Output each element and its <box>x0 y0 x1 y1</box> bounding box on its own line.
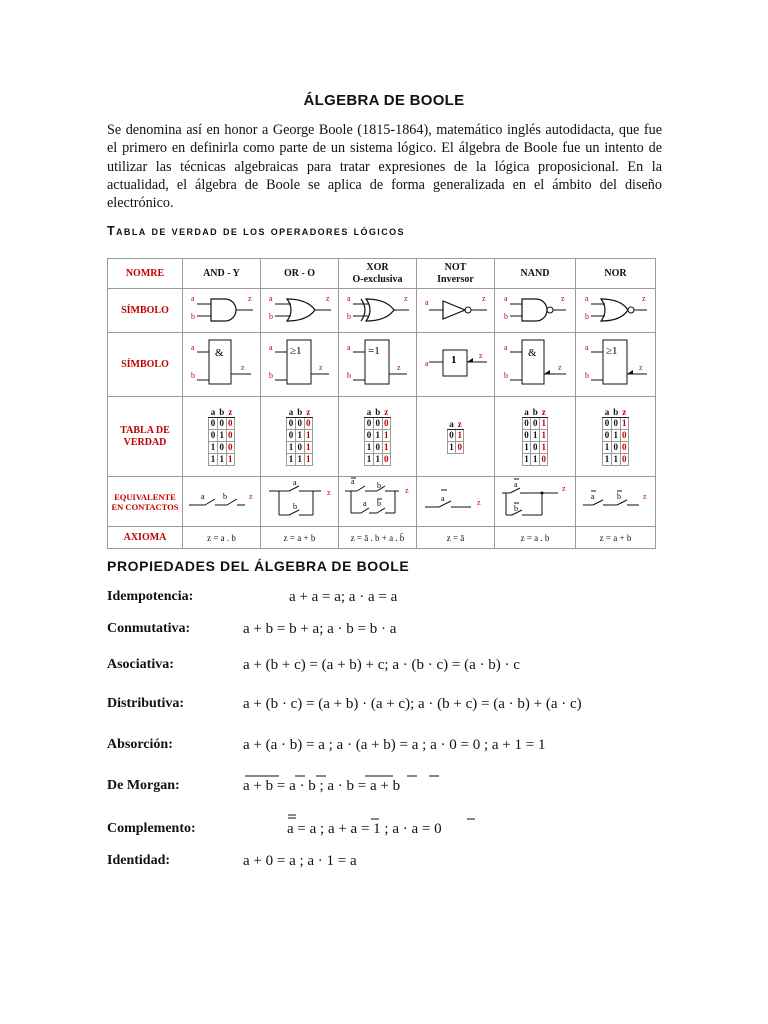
truth-cell: 0 <box>228 442 233 452</box>
truth-row <box>287 454 313 466</box>
svg-text:z: z <box>403 294 408 303</box>
row-label-name: NOMRE <box>108 259 183 289</box>
truth-cell: 0 <box>524 430 529 440</box>
property-formula: a + 0 = a ; a · 1 = a <box>243 853 357 869</box>
svg-text:b: b <box>376 499 381 508</box>
truth-table-not <box>417 397 495 477</box>
truth-cell: 1 <box>531 430 540 442</box>
property-distributiva <box>107 696 667 718</box>
svg-text:z: z <box>326 488 331 497</box>
truth-cell: 1 <box>524 442 529 452</box>
svg-text:z: z <box>318 363 323 372</box>
truth-table-nand <box>495 397 576 477</box>
truth-header-cell: a <box>366 407 372 417</box>
or-iec-symbol <box>261 333 339 397</box>
truth-row <box>287 442 313 454</box>
op-name-and: AND - Y <box>183 259 261 289</box>
op-name-not: NOT Inversor <box>417 259 495 289</box>
svg-text:b: b <box>190 312 195 321</box>
property-label: Idempotencia: <box>107 589 194 604</box>
or-contacts <box>261 477 339 527</box>
truth-cell: 0 <box>295 442 304 454</box>
svg-text:a: a <box>190 343 195 352</box>
svg-text:b: b <box>292 502 297 511</box>
svg-text:z: z <box>481 294 486 303</box>
truth-cell: 1 <box>604 442 610 452</box>
svg-text:z: z <box>396 363 401 372</box>
truth-cell: 0 <box>295 418 304 430</box>
not-iec-symbol <box>417 333 495 397</box>
svg-text:≥1: ≥1 <box>605 345 618 357</box>
truth-cell: 0 <box>457 442 462 452</box>
svg-text:z: z <box>561 294 565 303</box>
svg-text:b: b <box>584 371 589 380</box>
truth-cell: 1 <box>288 442 294 452</box>
truth-row <box>209 454 235 466</box>
truth-cell: 1 <box>210 442 216 452</box>
xor-contacts <box>339 477 417 527</box>
truth-cell: 0 <box>217 418 226 430</box>
not-contacts <box>417 477 495 527</box>
truth-cell: 0 <box>306 418 311 428</box>
svg-text:z: z <box>478 351 483 360</box>
truth-header-cell: z <box>306 407 311 417</box>
truth-cell: 1 <box>306 454 311 464</box>
property-complemento <box>107 821 667 843</box>
truth-cell: 0 <box>384 454 389 464</box>
truth-row <box>209 430 235 442</box>
truth-cell: 1 <box>366 442 372 452</box>
axiom-or: z = a + b <box>261 527 339 549</box>
op-name-or: OR - O <box>261 259 339 289</box>
xor-iec-symbol <box>339 333 417 397</box>
property-label: Complemento: <box>107 821 196 836</box>
truth-row <box>603 442 629 454</box>
nor-contacts <box>576 477 656 527</box>
truth-cell: 1 <box>306 442 311 452</box>
truth-header-cell: b <box>219 407 225 417</box>
svg-text:b: b <box>268 312 273 321</box>
truth-row <box>209 442 235 454</box>
svg-text:a: a <box>346 343 351 352</box>
truth-cell: 1 <box>295 454 304 466</box>
svg-text:z: z <box>641 294 646 303</box>
svg-text:a: a <box>424 298 429 307</box>
truth-row <box>365 430 391 442</box>
truth-header-cell: z <box>384 407 389 417</box>
svg-text:a: a <box>292 478 297 487</box>
svg-text:b: b <box>346 312 351 321</box>
truth-cell: 0 <box>210 418 216 428</box>
truth-row <box>287 430 313 442</box>
truth-row <box>522 442 548 454</box>
symbol-row-iec <box>108 333 656 397</box>
nor-gate-symbol <box>576 289 656 333</box>
truth-row <box>522 418 548 430</box>
truth-cell: 1 <box>373 454 382 466</box>
truth-row <box>603 418 629 430</box>
truth-table-and <box>183 397 261 477</box>
truth-header-cell: a <box>604 407 610 417</box>
truth-cell: 1 <box>611 430 620 442</box>
truth-cell: 0 <box>524 418 529 428</box>
row-label-contacts: EQUIVALENTE EN CONTACTOS <box>108 477 183 527</box>
symbol-row-ansi <box>108 289 656 333</box>
truth-cell: 1 <box>373 430 382 442</box>
property-formula: a + b = b + a; a · b = b · a <box>243 621 397 637</box>
svg-text:b: b <box>376 481 381 490</box>
truth-cell: 1 <box>217 430 226 442</box>
truth-cell: 0 <box>366 430 372 440</box>
page-title: ÁLGEBRA DE BOOLE <box>303 92 465 109</box>
truth-cell: 0 <box>531 442 540 454</box>
svg-text:a: a <box>514 480 518 489</box>
truth-cell: 1 <box>210 454 216 464</box>
axiom-row <box>108 527 656 549</box>
truth-row <box>522 454 548 466</box>
truth-row <box>287 418 313 430</box>
property-identidad <box>107 853 667 875</box>
svg-text:a: a <box>268 294 273 303</box>
property-formula: a + a = a; a · a = a <box>289 589 398 605</box>
axiom-xor: z = ā . b + a . b̄ <box>339 527 417 549</box>
svg-text:z: z <box>248 492 253 501</box>
svg-text:z: z <box>240 363 245 372</box>
truth-cell: 1 <box>288 454 294 464</box>
truth-cell: 1 <box>604 454 610 464</box>
tt-and <box>208 407 235 466</box>
svg-text:b: b <box>268 371 273 380</box>
truth-cell: 1 <box>449 442 454 452</box>
svg-text:&: & <box>528 347 537 359</box>
truth-header-cell: z <box>541 407 546 417</box>
svg-text:b: b <box>584 312 589 321</box>
op-name-xor: XOR O-exclusiva <box>339 259 417 289</box>
axiom-nor: z = a + b <box>576 527 656 549</box>
truth-header-cell: b <box>375 407 381 417</box>
row-label-symbol: SÍMBOLO <box>108 289 183 333</box>
svg-text:z: z <box>476 498 481 507</box>
truth-header-cell: a <box>449 419 454 429</box>
truth-cell: 0 <box>288 430 294 440</box>
tt-xor <box>364 407 391 466</box>
property-label: Absorción: <box>107 737 173 752</box>
truth-cell: 1 <box>541 430 546 440</box>
nor-iec-symbol <box>576 333 656 397</box>
truth-cell: 1 <box>366 454 372 464</box>
truth-cell: 0 <box>604 430 610 440</box>
truth-row <box>447 430 464 442</box>
truth-row <box>365 418 391 430</box>
row-label-symbol-iec: SÍMBOLO <box>108 333 183 397</box>
property-de-morgan <box>107 778 667 800</box>
truth-cell: 1 <box>217 454 226 466</box>
truth-header-cell: a <box>210 407 216 417</box>
intro-paragraph: Se denomina así en honor a George Boole (1815-1864), matemático inglés autodidacta, que fue el primero en definirla como parte de un sistema lógico. El álgebra de Boole fue un intento de utilizar las técnicas algebraicas para tratar expresiones de la lógica proposicional. En la actualidad, el álgebra de Boole se aplica de forma generalizada en el ámbito del diseño electrónico. <box>107 122 662 212</box>
tt-not <box>447 419 465 454</box>
contacts-row <box>108 477 656 527</box>
truth-row <box>522 430 548 442</box>
xor-gate-symbol <box>339 289 417 333</box>
truth-header-cell: z <box>457 419 462 429</box>
truth-cell: 1 <box>384 442 389 452</box>
svg-text:a: a <box>584 294 589 303</box>
svg-text:z: z <box>638 363 643 372</box>
truth-row <box>365 454 391 466</box>
truth-cell: 0 <box>622 442 627 452</box>
svg-text:a: a <box>590 492 595 501</box>
truth-cell: 1 <box>306 430 311 440</box>
truth-table-nor <box>576 397 656 477</box>
op-name-nor: NOR <box>576 259 656 289</box>
property-formula: a + (a · b) = a ; a · (a + b) = a ; a · 0 = 0 ; a + 1 = 1 <box>243 737 546 753</box>
tt-nor <box>602 407 629 466</box>
not-gate-symbol <box>417 289 495 333</box>
property-idempotencia <box>107 589 667 611</box>
svg-text:b: b <box>190 371 195 380</box>
truth-header-cell: b <box>613 407 619 417</box>
truth-cell: 0 <box>228 418 233 428</box>
truth-cell: 1 <box>611 454 620 466</box>
svg-text:b: b <box>616 492 621 501</box>
svg-text:a: a <box>350 477 355 486</box>
svg-text:z: z <box>558 363 562 372</box>
op-name-nand: NAND <box>495 259 576 289</box>
property-formula: a = a ; a + a = 1 ; a · a = 0 <box>287 821 442 837</box>
truth-cell: 0 <box>384 418 389 428</box>
truth-header-cell: a <box>524 407 529 417</box>
truth-row <box>209 418 235 430</box>
svg-text:a: a <box>504 343 508 352</box>
property-conmutativa <box>107 621 667 643</box>
truth-cell: 1 <box>295 430 304 442</box>
property-asociativa <box>107 657 667 679</box>
truth-cell: 0 <box>531 418 540 430</box>
truth-cell: 0 <box>611 418 620 430</box>
property-label: De Morgan: <box>107 778 180 793</box>
tt-nand <box>522 407 549 466</box>
truth-cell: 0 <box>622 454 627 464</box>
svg-text:z: z <box>642 492 647 501</box>
truth-cell: 0 <box>228 430 233 440</box>
property-formula: a + (b · c) = (a + b) · (a + c); a · (b + c) = (a · b) + (a · c) <box>243 696 582 712</box>
truth-cell: 1 <box>541 418 546 428</box>
truth-cell: 1 <box>457 430 462 440</box>
svg-text:b: b <box>222 492 227 501</box>
truth-cell: 1 <box>384 430 389 440</box>
truth-header-cell: z <box>622 407 627 417</box>
truth-cell: 0 <box>210 430 216 440</box>
svg-text:b: b <box>504 312 508 321</box>
svg-text:≥1: ≥1 <box>289 345 302 357</box>
truth-cell: 1 <box>541 442 546 452</box>
truth-row <box>447 442 464 454</box>
truth-cell: 0 <box>373 418 382 430</box>
axiom-nand: z = a . b <box>495 527 576 549</box>
truth-cell: 0 <box>449 430 454 440</box>
truth-cell: 0 <box>611 442 620 454</box>
truth-cell: 0 <box>541 454 546 464</box>
truth-cell: 0 <box>373 442 382 454</box>
truth-header-cell: a <box>288 407 294 417</box>
svg-text:a: a <box>268 343 273 352</box>
svg-text:z: z <box>325 294 330 303</box>
svg-text:a: a <box>190 294 195 303</box>
de-morgan-overlines <box>243 772 443 780</box>
svg-text:a: a <box>362 499 367 508</box>
logic-operators-table <box>107 258 656 549</box>
svg-text:a: a <box>200 492 205 501</box>
svg-text:z: z <box>562 484 566 493</box>
truth-table-or <box>261 397 339 477</box>
property-formula: a + (b + c) = (a + b) + c; a · (b · c) = (a · b) · c <box>243 657 520 673</box>
truth-header-cell: b <box>297 407 303 417</box>
truth-header-cell: z <box>228 407 233 417</box>
axiom-not: z = ā <box>417 527 495 549</box>
name-row <box>108 259 656 289</box>
property-formula: a + b = a · b ; a · b = a + b <box>243 778 401 794</box>
svg-text:&: & <box>214 347 224 359</box>
property-label: Asociativa: <box>107 657 174 672</box>
axiom-and: z = a . b <box>183 527 261 549</box>
truth-cell: 1 <box>228 454 233 464</box>
svg-text:a: a <box>504 294 508 303</box>
truth-table-xor <box>339 397 417 477</box>
svg-text:=1: =1 <box>367 345 380 357</box>
truth-cell: 0 <box>288 418 294 428</box>
property-label: Distributiva: <box>107 696 184 711</box>
tt-or <box>286 407 313 466</box>
property-label: Conmutativa: <box>107 621 191 636</box>
nand-iec-symbol <box>495 333 576 397</box>
svg-text:a: a <box>440 494 445 503</box>
row-label-axiom: AXIOMA <box>108 527 183 549</box>
properties-heading: PROPIEDADES DEL ÁLGEBRA DE BOOLE <box>107 558 410 574</box>
truth-cell: 1 <box>622 418 627 428</box>
truth-cell: 1 <box>524 454 529 464</box>
nand-contacts <box>495 477 576 527</box>
truth-cell: 0 <box>604 418 610 428</box>
truth-row <box>603 430 629 442</box>
svg-text:a: a <box>346 294 351 303</box>
svg-text:b: b <box>346 371 351 380</box>
svg-text:z: z <box>404 486 409 495</box>
svg-text:b: b <box>504 371 508 380</box>
truth-cell: 0 <box>217 442 226 454</box>
svg-text:1: 1 <box>450 354 456 366</box>
table-heading: Tabla de verdad de los operadores lógicos <box>107 224 405 238</box>
truth-cell: 1 <box>531 454 540 466</box>
svg-text:a: a <box>424 359 429 368</box>
and-gate-symbol <box>183 289 261 333</box>
svg-text:z: z <box>247 294 252 303</box>
and-iec-symbol <box>183 333 261 397</box>
svg-text:b: b <box>514 504 518 513</box>
property-label: Identidad: <box>107 853 171 868</box>
property-absorcion <box>107 737 667 759</box>
truth-cell: 0 <box>366 418 372 428</box>
complemento-overlines <box>287 813 507 823</box>
row-label-truth: TABLA DE VERDAD <box>108 397 183 477</box>
and-contacts <box>183 477 261 527</box>
or-gate-symbol <box>261 289 339 333</box>
truth-cell: 0 <box>622 430 627 440</box>
truth-header-cell: b <box>532 407 538 417</box>
truth-row <box>365 442 391 454</box>
truth-row <box>603 454 629 466</box>
svg-text:a: a <box>584 343 589 352</box>
nand-gate-symbol <box>495 289 576 333</box>
truth-table-row <box>108 397 656 477</box>
